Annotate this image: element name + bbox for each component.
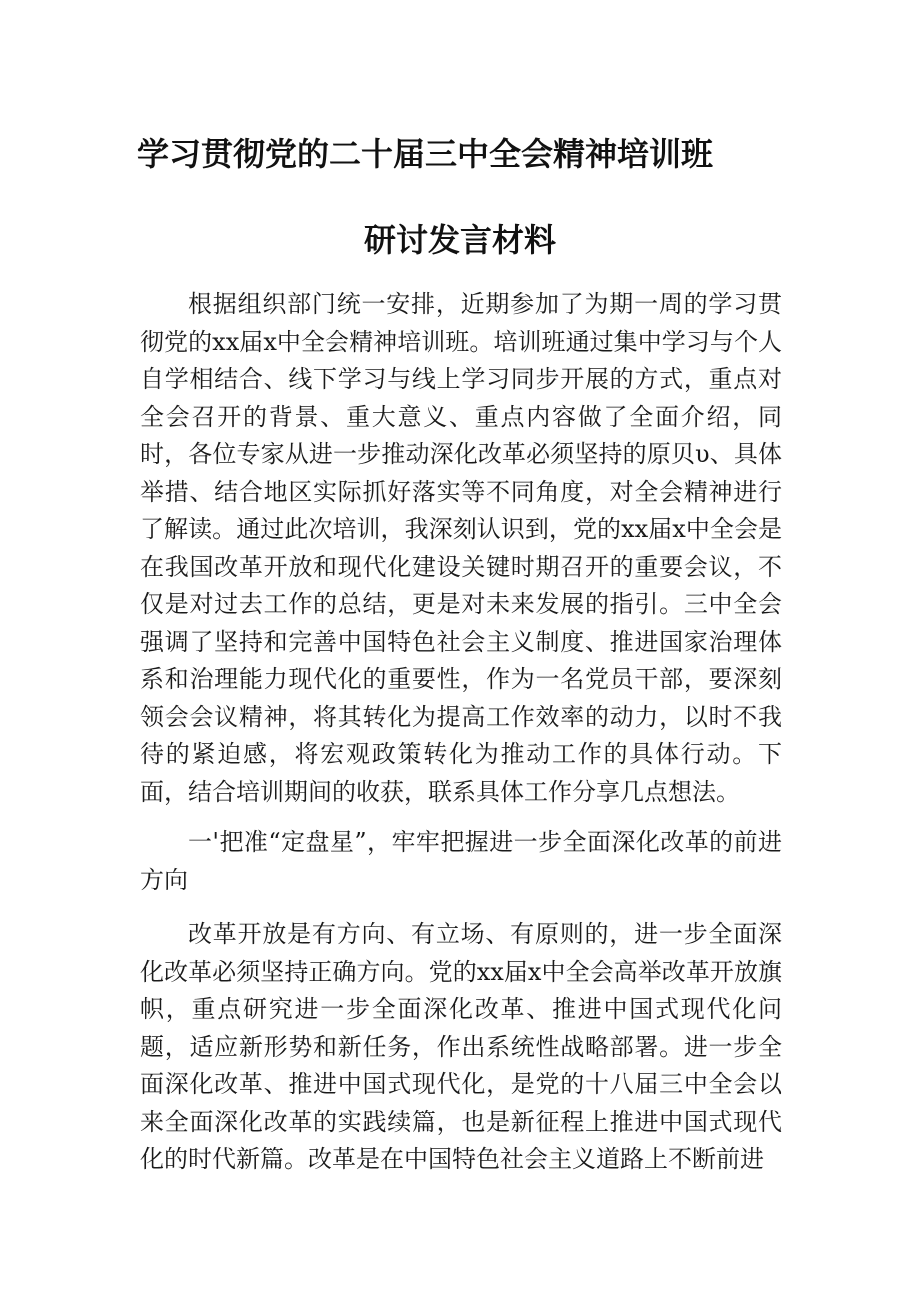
document-body (140, 286, 782, 1179)
document-title-line-2: 研讨发言材料 (363, 221, 556, 259)
section-heading-1: 一'把准“定盘星”，牢牢把握进一步全面深化改革的前进方向 (140, 828, 782, 894)
section-1-paragraph: 改革开放是有方向、有立场、有原则的，进一步全面深化改革必须坚持正确方向。党的xx届x中全会高举改革开放旗帜，重点研究进一步全面深化改革、推进中国式现代化问题，适应新形势和新任务，作出系统性战略部署。进一步全面深化改革、推进中国式现代化，是党的十八届三中全会以来全面深化改革的实践续篇，也是新征程上推进中国式现代化的时代新篇。改革是在中国特色社会主义道路上不断前进 (140, 920, 782, 1173)
intro-paragraph: 根据组织部门统一安排，近期参加了为期一周的学习贯彻党的xx届x中全会精神培训班。培训班通过集中学习与个人自学相结合、线下学习与线上学习同步开展的方式，重点对全会召开的背景、重大意义、重点内容做了全面介绍，同时，各位专家从进一步推动深化改革必须坚持的原贝υ、具体举措、结合地区实际抓好落实等不同角度，对全会精神进行了解读。通过此次培训，我深刻认识到，党的xx届x中全会是在我国改革开放和现代化建设关键时期召开的重要会议，不仅是对过去工作的总结，更是对未来发展的指引。三中全会强调了坚持和完善中国特色社会主义制度、推进国家治理体系和治理能力现代化的重要性，作为一名党员干部，要深刻领会会议精神，将其转化为提高工作效率的动力，以时不我待的紧迫感，将宏观政策转化为推动工作的具体行动。下面，结合培训期间的收获，联系具体工作分享几点想法。 (140, 290, 782, 806)
document-title-line-1: 学习贯彻党的二十届三中全会精神培训班 (137, 135, 714, 173)
